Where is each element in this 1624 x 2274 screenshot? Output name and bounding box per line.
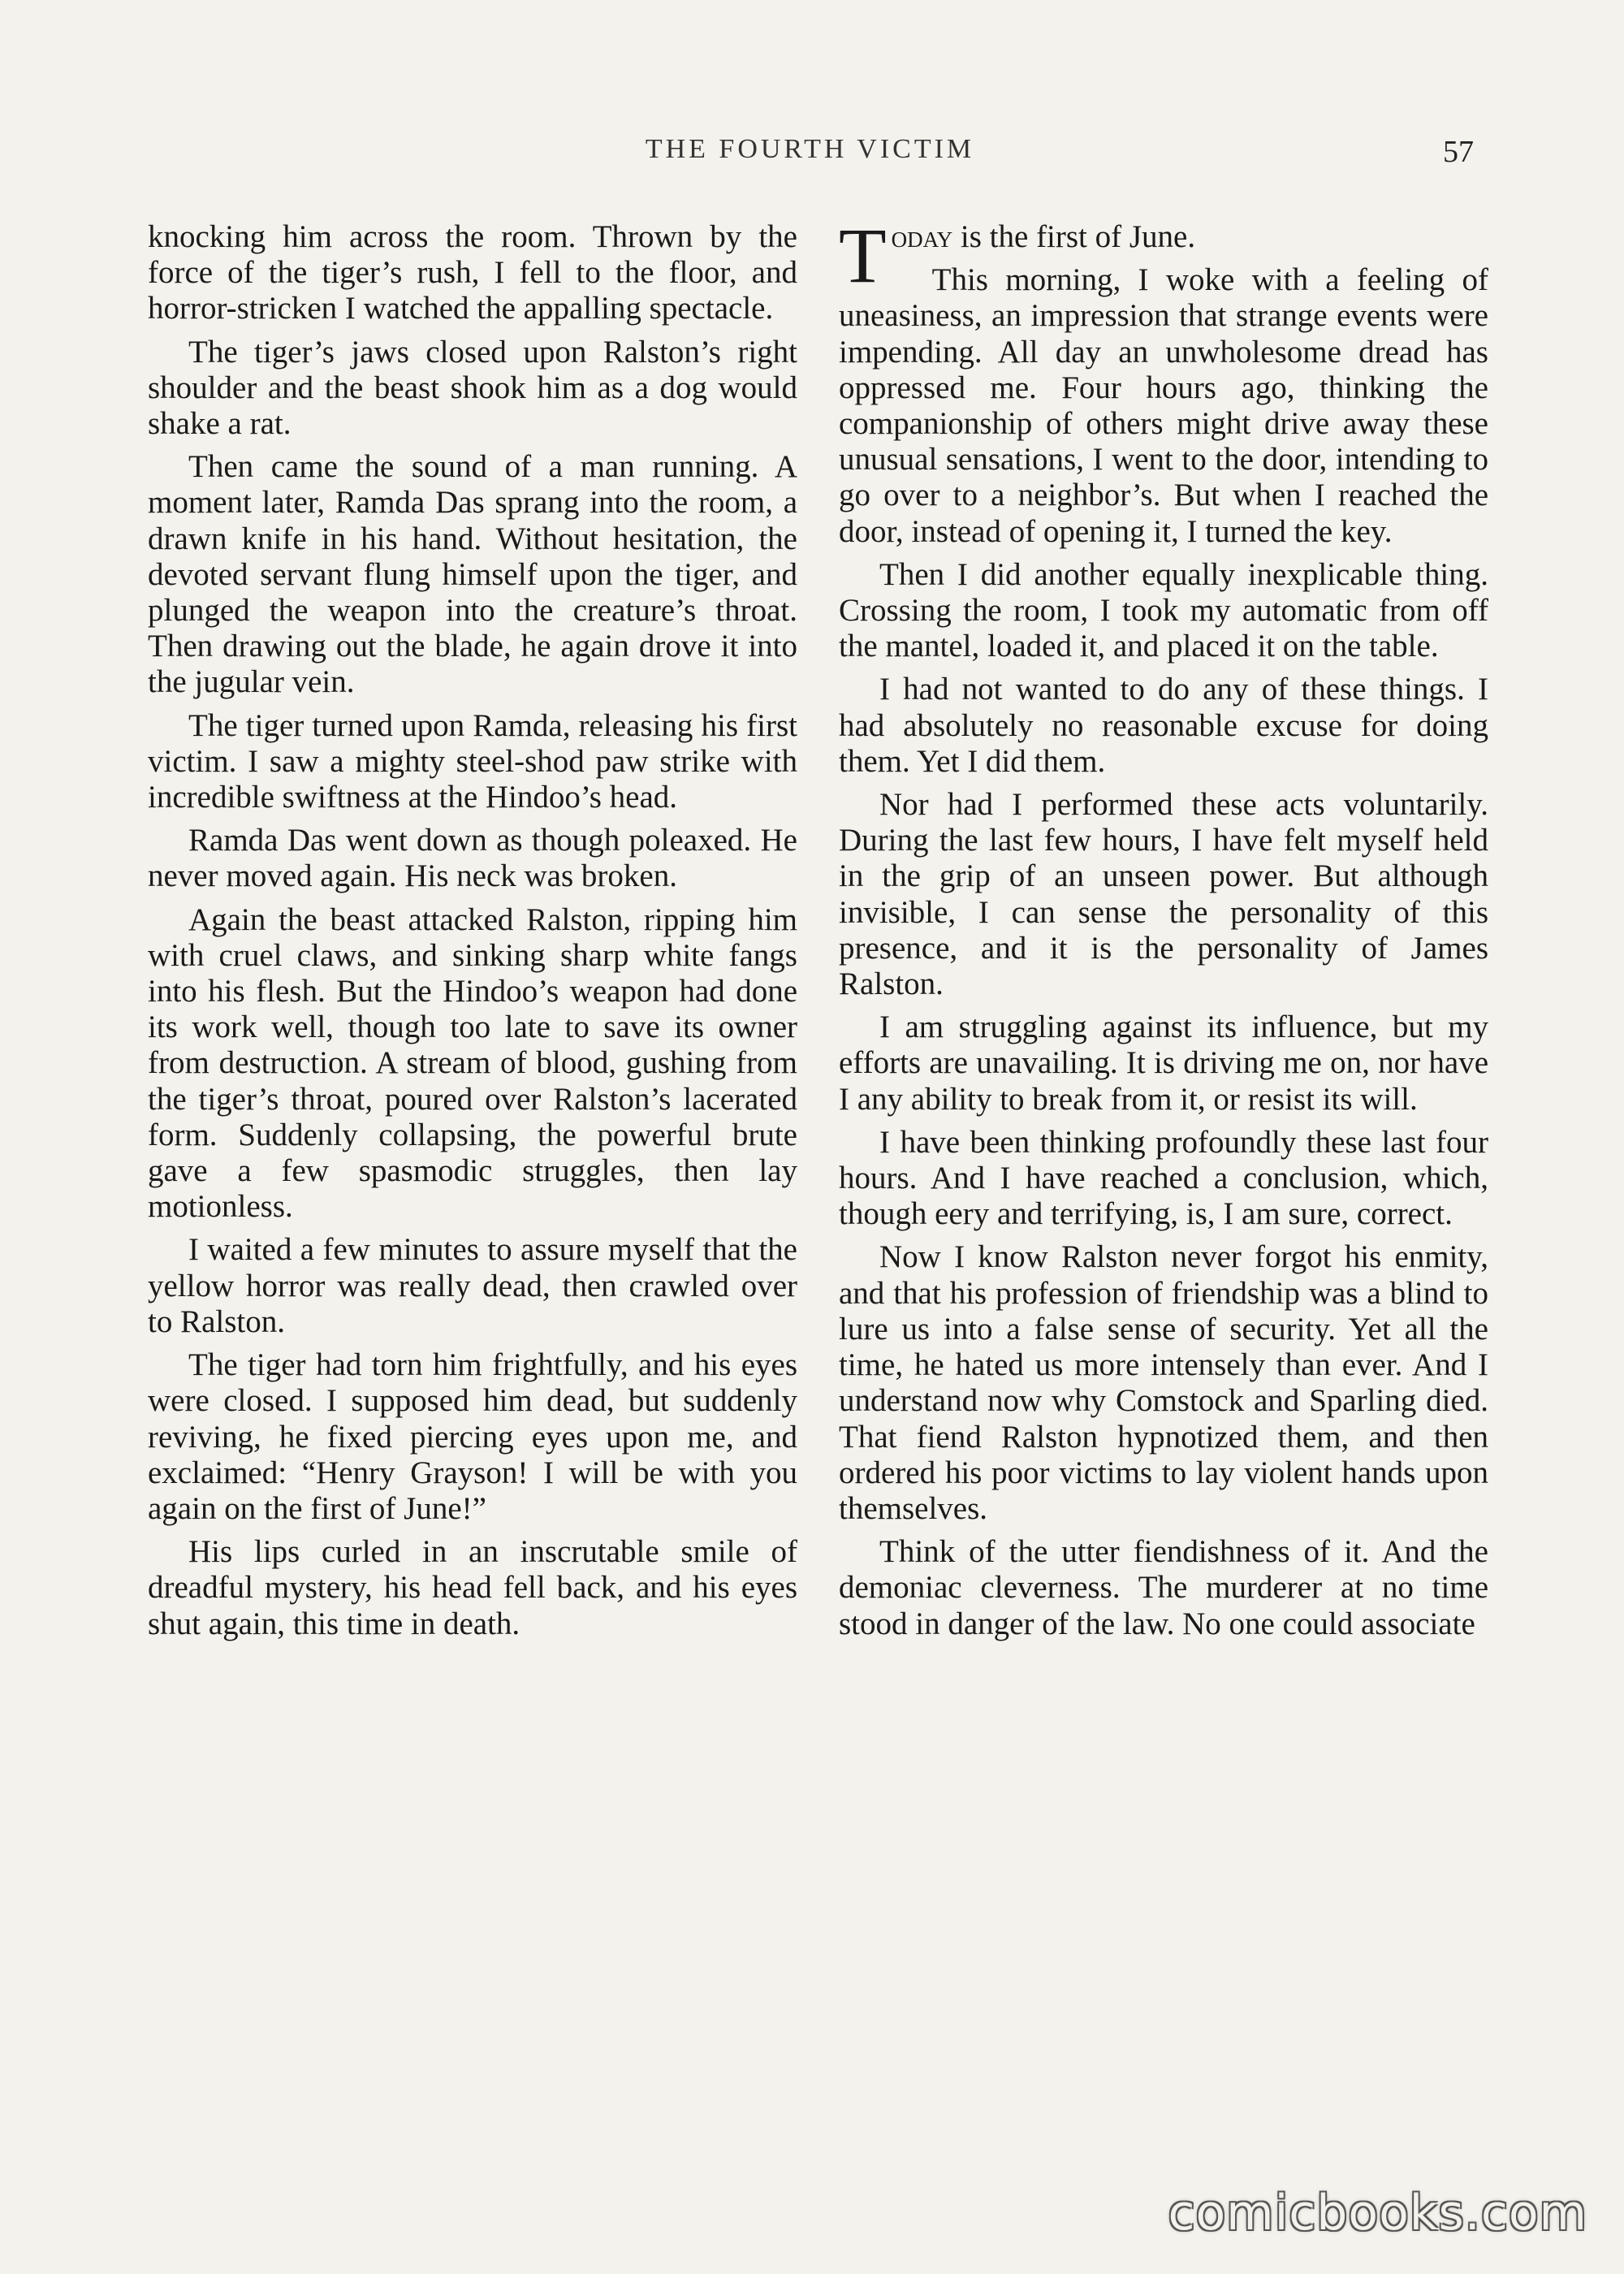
paragraph: Think of the utter fiendishness of it. And the demoniac cleverness. The murderer at no time stood in danger of the law. No one could associate — [839, 1534, 1488, 1641]
paragraph: The tiger had torn him frightfully, and his eyes were closed. I supposed him dead, but suddenly reviving, he fixed piercing eyes upon me, and exclaimed: “Henry Grayson! I will be with you again on the first of June!” — [148, 1347, 797, 1526]
paragraph: knocking him across the room. Thrown by the force of the tiger’s rush, I fell to the floor, and horror-stricken I watched the appalling spectacle. — [148, 219, 797, 326]
paragraph: Now I know Ralston never forgot his enmity, and that his profession of friendship was a blind to lure us into a false sense of security. Yet all the time, he hated us more intensely than ever. And I understand now why Comstock and Sparling died. That fiend Ralston hypnotized them, and then ordered his poor victims to lay violent hands upon themselves. — [839, 1239, 1488, 1526]
paragraph: The tiger turned upon Ramda, releasing his first victim. I saw a mighty steel-shod paw strike with incredible swiftness at the Hindoo’s head. — [148, 707, 797, 815]
drop-cap: T — [839, 212, 887, 299]
opening-line — [839, 212, 1488, 299]
paragraph: His lips curled in an inscrutable smile of dreadful mystery, his head fell back, and his eyes shut again, this time in death. — [148, 1534, 797, 1641]
paragraph: This morning, I woke with a feeling of uneasiness, an impression that strange events were impending. All day an unwholesome dread has oppressed me. Four hours ago, thinking the companionship of others might drive away these unusual sensations, I went to the door, intending to go over to a neighbor’s. But when I reached the door, instead of opening it, I turned the key. — [839, 262, 1488, 549]
opening-rest: is the first of June. — [952, 219, 1196, 254]
right-column — [839, 212, 1488, 1649]
running-title: THE FOURTH VICTIM — [645, 134, 975, 164]
paragraph: Ramda Das went down as though poleaxed. He never moved again. His neck was broken. — [148, 823, 797, 894]
page-number: 57 — [1443, 135, 1474, 169]
watermark: comicbooks.com — [1168, 2185, 1587, 2242]
paragraph: I waited a few minutes to assure myself that the yellow horror was really dead, then crawled over to Ralston. — [148, 1232, 797, 1339]
paragraph: Again the beast attacked Ralston, ripping him with cruel claws, and sinking sharp white fangs into his flesh. But the Hindoo’s weapon had done its work well, though too late to save its owner from destruction. A stream of blood, gushing from the tiger’s throat, poured over Ralston’s lacerated form. Suddenly collapsing, the powerful brute gave a few spasmodic struggles, then lay motionless. — [148, 901, 797, 1225]
paragraph: The tiger’s jaws closed upon Ralston’s right shoulder and the beast shook him as a dog would shake a rat. — [148, 334, 797, 442]
left-column — [148, 219, 797, 1649]
paragraph: I have been thinking profoundly these last four hours. And I have reached a conclusion, which, though eery and terrifying, is, I am sure, correct. — [839, 1124, 1488, 1232]
paragraph: I am struggling against its influence, but my efforts are unavailing. It is driving me on, nor have I any ability to break from it, or resist its will. — [839, 1009, 1488, 1117]
paragraph: Nor had I performed these acts voluntarily. During the last few hours, I have felt myself held in the grip of an unseen power. But although invisible, I can sense the personality of this presence, and it is the personality of James Ralston. — [839, 787, 1488, 1002]
small-caps-word: oday — [891, 219, 953, 254]
page-header — [146, 134, 1474, 183]
paragraph: I had not wanted to do any of these things. I had absolutely no reasonable excuse for doing them. Yet I did them. — [839, 672, 1488, 779]
paragraph: Then I did another equally inexplicable thing. Crossing the room, I took my automatic from off the mantel, loaded it, and placed it on the table. — [839, 556, 1488, 664]
paragraph: Then came the sound of a man running. A moment later, Ramda Das sprang into the room, a drawn knife in his hand. Without hesitation, the devoted servant flung himself upon the tiger, and plunged the weapon into the creature’s throat. Then drawing out the blade, he again drove it into the jugular vein. — [148, 449, 797, 700]
